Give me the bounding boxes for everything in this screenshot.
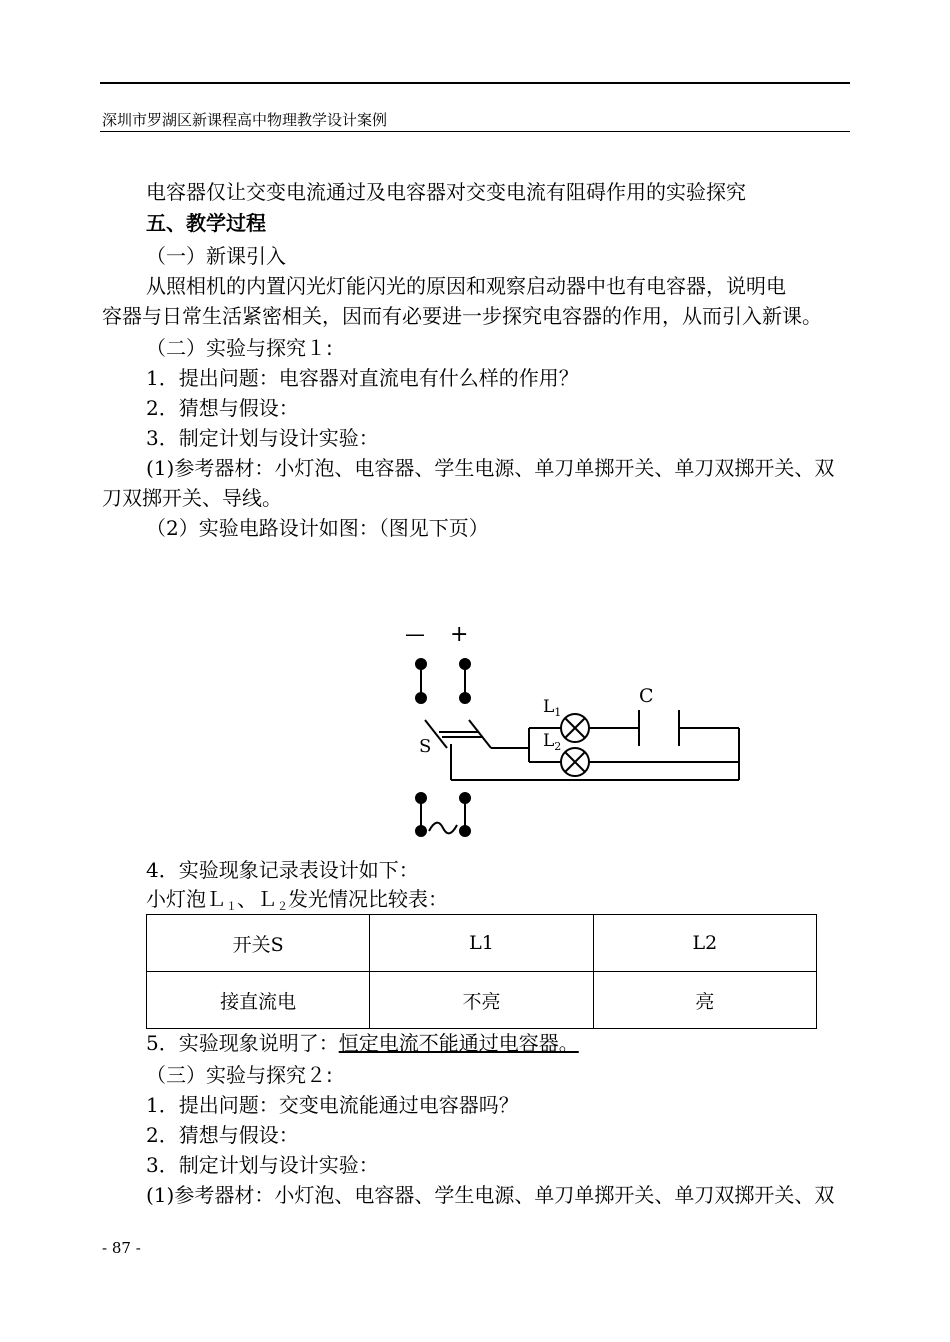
switch-label: S [419, 736, 432, 757]
lamp-1-label: $L_1$ [543, 697, 562, 719]
materials-line: 刀双掷开关、导线。 [102, 486, 282, 510]
header-rule-bottom [100, 131, 850, 132]
materials-line: (1)参考器材：小灯泡、电容器、学生电源、单刀单掷开关、单刀双掷开关、双 [146, 456, 835, 480]
table-cell: 不亮 [370, 972, 593, 1029]
result-line: 5．实验现象说明了：恒定电流不能通过电容器。 [146, 1031, 579, 1055]
capacitor [639, 710, 679, 746]
table-header-cell: L1 [370, 915, 593, 972]
table-header-cell: L2 [593, 915, 816, 972]
section-heading: 五、教学过程 [146, 211, 266, 235]
step-line: 1．提出问题：电容器对直流电有什么样的作用？ [146, 366, 579, 390]
lamp-2 [561, 748, 589, 776]
step-line: 2．猜想与假设： [146, 1123, 299, 1147]
running-header: 深圳市罗湖区新课程高中物理教学设计案例 [102, 111, 388, 129]
table-row [147, 972, 817, 1029]
step-line: 3．制定计划与设计实验： [146, 1153, 379, 1177]
circuit-diagram [395, 620, 755, 845]
paragraph-line: 容器与日常生活紧密相关，因而有必要进一步探究电容器的作用，从而引入新课。 [102, 304, 822, 328]
page-number: - 87 - [102, 1239, 141, 1257]
observation-table [146, 914, 817, 1029]
ac-symbol [429, 823, 457, 834]
table-cell: 接直流电 [147, 972, 370, 1029]
lamp-2-label: $L_2$ [543, 731, 562, 753]
table-caption: 小灯泡Ｌ$_1$、Ｌ$_2$发光情况比较表： [146, 887, 448, 913]
step-line: 3．制定计划与设计实验： [146, 426, 379, 450]
subsection-heading-1: （一）新课引入 [146, 244, 286, 268]
paragraph-line: 从照相机的内置闪光灯能闪光的原因和观察启动器中也有电容器，说明电 [146, 274, 786, 298]
materials-line: (1)参考器材：小灯泡、电容器、学生电源、单刀单掷开关、单刀双掷开关、双 [146, 1183, 835, 1207]
capacitor-label: C [639, 685, 654, 707]
step-line: 1．提出问题：交变电流能通过电容器吗？ [146, 1093, 519, 1117]
step-line: 2．猜想与假设： [146, 396, 299, 420]
table-header-row [147, 915, 817, 972]
dc-terminals [416, 659, 470, 703]
table-intro: 4．实验现象记录表设计如下： [146, 858, 419, 882]
table-cell: 亮 [593, 972, 816, 1029]
result-conclusion: 恒定电流不能通过电容器。 [338, 1031, 579, 1055]
header-rule-top [100, 82, 850, 84]
intro-line: 电容器仅让交变电流通过及电容器对交变电流有阻碍作用的实验探究 [146, 180, 746, 204]
lamp-1 [561, 714, 589, 742]
subsection-heading-3: （三）实验与探究２: [146, 1063, 333, 1087]
plus-terminal-label: + [450, 622, 469, 647]
minus-terminal-label: — [405, 622, 425, 646]
subsection-heading-2: （二）实验与探究１: [146, 336, 333, 360]
circuit-note: （2）实验电路设计如图：（图见下页） [146, 516, 489, 540]
lamp-branches [451, 728, 739, 780]
table-header-cell: 开关S [147, 915, 370, 972]
double-pole-switch [425, 720, 529, 780]
